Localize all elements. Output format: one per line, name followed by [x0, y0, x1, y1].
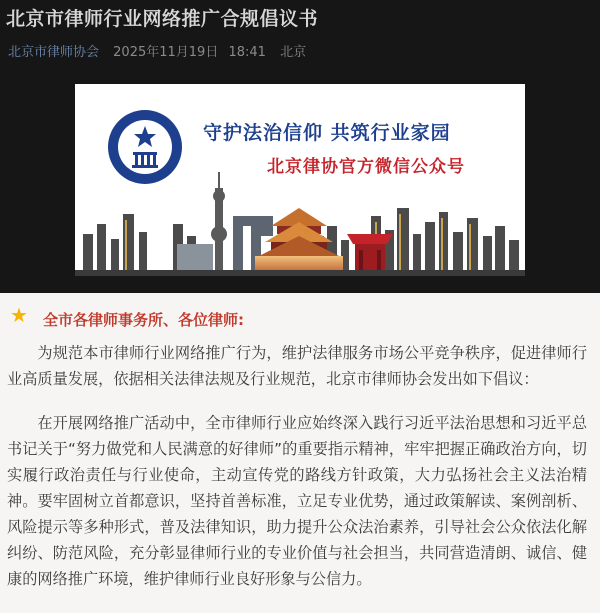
publish-time: 18:41 [228, 45, 266, 60]
banner-slogan: 守护法治信仰 共筑行业家园 [203, 122, 451, 144]
article-meta [8, 41, 306, 60]
banner-subtitle: 北京律协官方微信公众号 [267, 157, 465, 177]
star-icon: ★ [10, 303, 28, 327]
paragraph-main: 在开展网络推广活动中，全市律师行业应始终深入践行习近平法治思想和习近平总书记关于“努力做党和人民满意的好律师”的重要指示精神，牢牢把握正确政治方向，切实履行政治责任与行业使命，主动宣传党的路线方针政策，大力弘扬社会主义法治精神。要牢固树立首都意识，坚持首善标准，立足专业优势，通过政策解读、案例剖析、风险提示等多种形式，普及法律知识，助力提升公众法治素养，引导社会公众依法化解纠纷、防范风险，充分彰显律师行业的专业价值与社会担当，共同营造清朗、诚信、健康的网络推广环境，维护律师行业良好形象与公信力。 [7, 414, 587, 588]
publish-date: 2025年11月19日 [113, 45, 219, 60]
article-body [0, 293, 600, 613]
header-banner-image [75, 84, 525, 276]
publish-location: 北京 [280, 45, 307, 60]
association-logo [106, 108, 184, 186]
salutation: 全市各律师事务所、各位律师: [43, 311, 244, 329]
article-title: 北京市律师行业网络推广合规倡议书 [6, 8, 319, 30]
paragraph-intro: 为规范本市律师行业网络推广行为，维护法律服务市场公平竞争秩序，促进律师行业高质量发展，依据相关法律法规及行业规范，北京市律师协会发出如下倡议： [7, 344, 587, 388]
account-name-link[interactable]: 北京市律师协会 [8, 45, 100, 60]
